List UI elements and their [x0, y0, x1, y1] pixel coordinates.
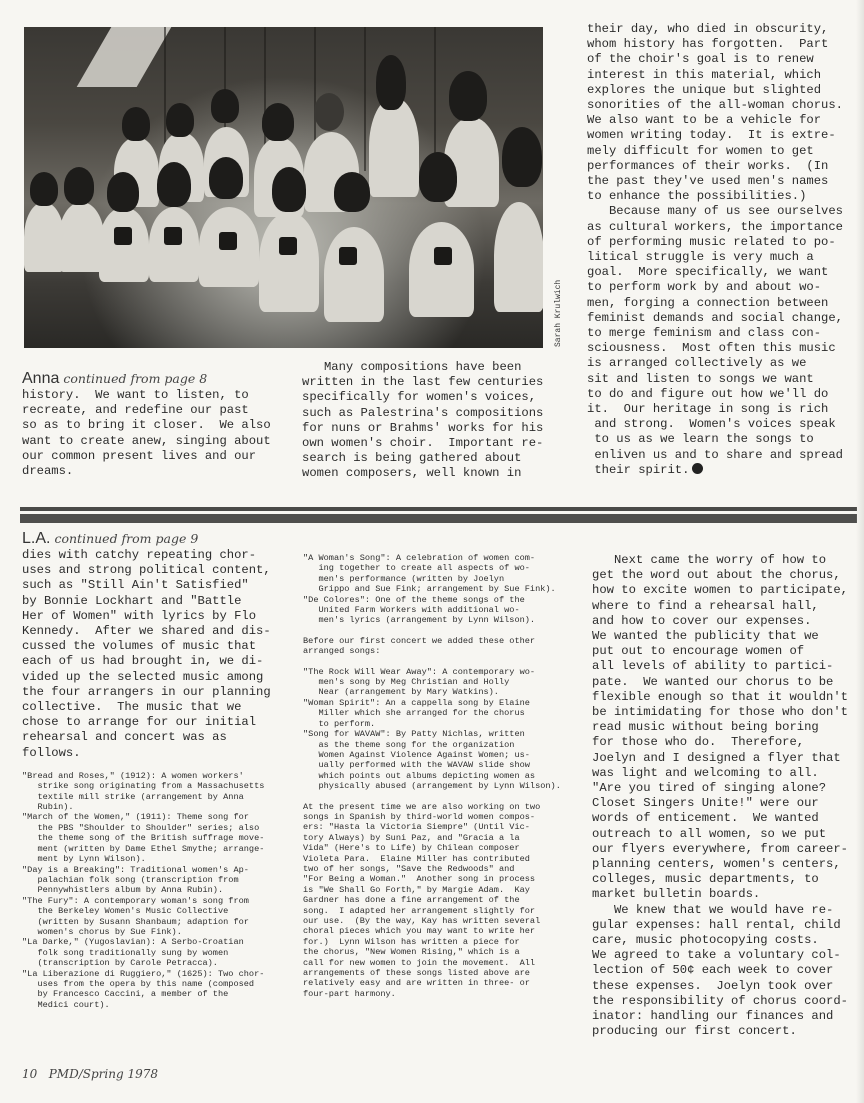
song-entry: "La Liberazione di Ruggiero," (1625): Two chor- uses from the opera by this name (composed by Francesco Caccini, a member of the Medici court). [22, 968, 265, 1010]
singer-head [272, 167, 306, 212]
la-column-3: Next came the worry of how to get the word out about the chorus, how to excite women to participate, where to find a rehearsal hall, and how to cover our expenses. We wanted the publicity that we put out to encourage women of all levels of ability to partici- pate. We wanted our chorus to be flexible enough so that it wouldn't be intimidating for those who don't read music without being boring for those who do. Therefore, Joelyn and I designed a flyer that was light and welcoming to all. "Are you tired of singing alone? Closet Singers Unite!" were our words of enticement. We wanted outreach to all women, so we put our flyers everywhere, from career- planning centers, women's centers, colleges, music departments, to market bulletin boards. We knew that we would have re- gular expenses: hall rental, child care, music photocopying costs. We agreed to take a voluntary col- lection of 50¢ each week to cover these expenses. Joelyn took over the responsibility of chorus coord- inator: handling our finances and producing our first concert. [592, 553, 848, 1039]
photo-wall-plank [434, 27, 436, 171]
spacer [303, 657, 585, 667]
singer-head [449, 71, 487, 121]
la-column-2-stack [303, 553, 585, 999]
shirt-logo [339, 247, 357, 265]
singer-head [166, 103, 194, 137]
la-header [22, 530, 297, 548]
page-number: 10 [22, 1067, 38, 1081]
singer-head [107, 172, 139, 212]
anna-column-3 [587, 22, 843, 478]
anna-column-3-text: their day, who died in obscurity, whom history has forgotten. Part of the choir's goal is to renew interest in this material, which explores the unique but slighted sonorities of the all-woman chorus. We also want to be a vehicle for women writing today. It is extre- mely difficult for women to get performances of their works. (In the past they've used men's names to enhance the possibilities.) Because many of us see ourselves as cultural workers, the importance of performing music related to po- litical struggle is very much a goal. More specifically, we want to perform work by and about wo- men, forging a connection between feminist demands and social change, to merge feminism and class con- sciousness. Most often this music is arranged collectively as we sit and listen to songs we want to do and figure out how we'll do it. Our heritage in song is rich and strong. Women's voices speak to us as we learn the songs to enliven us and to share and spread their spirit. [587, 22, 843, 477]
song-entry: "Bread and Roses," (1912): A women workers' strike song originating from a Massachusetts textile mill strike (arrangement by Anna Rubin). [22, 770, 265, 813]
song-entry: "Day is a Breaking": Traditional women's Ap- palachian folk song (transcription from Pennywhistlers album by Anna Rubin). [22, 864, 249, 896]
anna-column-1-stack [22, 370, 292, 479]
anna-column-2: Many compositions have been written in the last few centuries specifically for women's voices, such as Palestrina's compositions for nuns or Brahms' works for his own women's choir. Important re- search is being gathered about women composers, well known in [302, 360, 544, 481]
anna-column-1: history. We want to listen, to recreate, and redefine our past so as to bring it closer. We also want to create anew, singing about our common present lives and our dreams. [22, 388, 271, 479]
anna-header [22, 370, 292, 388]
singer-shirt [494, 202, 543, 312]
shirt-logo [434, 247, 452, 265]
singer-head [209, 157, 243, 199]
anna-header-name: Anna [22, 370, 60, 387]
singer-head [211, 89, 239, 123]
singer-shirt [59, 202, 104, 272]
singer-shirt [409, 222, 474, 317]
spacer [303, 626, 585, 636]
end-bullet-icon [692, 463, 703, 474]
song-entry: "La Darke," (Yugoslavian): A Serbo-Croatian folk song traditionally sung by women (transcription by Carole Petracca). [22, 937, 244, 969]
singer-head [262, 103, 294, 141]
section-divider-thin [20, 507, 857, 511]
song-entry: "The Fury": A contemporary woman's song from the Berkeley Women's Music Collective (written by Susann Shanbaum; adaption for women's chorus by Sue Fink). [22, 895, 249, 937]
singer-head [30, 172, 58, 206]
singer-head [157, 162, 191, 207]
song-entry: "March of the Women," (1911): Theme song for the PBS "Shoulder to Shoulder" series; also the theme song of the British suffrage move- ment (written by Dame Ethel Smythe; arrange- ment by Lynn Wilson). [22, 812, 265, 865]
singer-head [376, 55, 406, 110]
song-entry: "A Woman's Song": A celebration of women com- ing together to create all aspects of wo- men's performance (written by Joelyn Grippo and Sue Fink; arrangement by Sue Fink). [303, 553, 556, 595]
singer-head [334, 172, 370, 212]
la-continued-link[interactable]: continued from page 9 [54, 531, 199, 546]
song-entry: "Woman Spirit": An a cappella song by Elaine Miller which she arranged for the chorus to perform. [303, 697, 530, 729]
photo-credit: Sarah Krulwich [554, 279, 563, 347]
shirt-logo [279, 237, 297, 255]
section-divider-thick [20, 514, 857, 523]
present-time-text: At the present time we are also working on two songs in Spanish by third-world women compos- ers: "Hasta la Victoria Siempre" (Until Vic- tory Always) by Suni Paz, and "Gracia a la Vida" (Here's to Life) by Chilean composer Violeta Para. Elaine Miller has contributed two of her songs, "Save the Redwoods" and "For Being a Woman." Another song in process is "We Shall Go Forth," by Margie Adam. Kay Gardner has done a fine arrangement of the song. I adapted her arrangement slightly for our use. (By the way, Kay has written several choral pieces which you may want to write her for.) Lynn Wilson has written a piece for the chorus, "New Women Rising," which is a call for new women to join the movement. All arrangements of these songs listed above are relatively easy and are written in three- or four-part harmony. [303, 801, 541, 999]
singer-shirt [324, 227, 384, 322]
shirt-logo [219, 232, 237, 250]
spacer [22, 761, 297, 771]
publication-issue: PMD/Spring 1978 [48, 1067, 158, 1081]
choir-photo [24, 27, 543, 348]
photo-window-light [77, 27, 172, 87]
la-column-1: dies with catchy repeating chor- uses and strong political content, such as "Still Ain't Satisfied" by Bonnie Lockhart and "Battle Her of Women" with lyrics by Flo Kennedy. After we shared and dis- cussed the volumes of music that each of us had brought in, we di- vided up the selected music among the four arrangers in our planning collective. The music that we chose to arrange for our initial rehearsal and concert was as follows. [22, 548, 271, 760]
spacer [303, 792, 585, 802]
photo-wall-plank [364, 27, 366, 171]
la-column-1-stack [22, 530, 297, 1010]
singer-head [64, 167, 94, 205]
singer-head [122, 107, 150, 141]
song-entry: "Song for WAVAW": By Patty Nichlas, written as the theme song for the organization Women Against Violence Against Women; us- ually performed with the WAVAW slide show which points out albums depicting women as physically abused (arrangement by Lynn Wilson). [303, 729, 561, 792]
before-concert-text: Before our first concert we added these other arranged songs: [303, 635, 536, 657]
shirt-logo [164, 227, 182, 245]
song-entry: "De Colores": One of the theme songs of the United Farm Workers with additional wo- men's lyrics (arrangement by Lynn Wilson). [303, 594, 536, 626]
singer-head [502, 127, 542, 187]
singer-shirt [24, 202, 64, 272]
song-entry: "The Rock Will Wear Away": A contemporary wo- men's song by Meg Christian and Holly Near (arrangement by Mary Watkins). [303, 666, 536, 698]
singer-head [314, 93, 344, 131]
anna-continued-link[interactable]: continued from page 8 [63, 371, 208, 386]
photo-credit-box [553, 255, 567, 347]
shirt-logo [114, 227, 132, 245]
singer-shirt [259, 212, 319, 312]
page-edge-shadow [856, 0, 864, 1103]
la-header-name: L.A. [22, 530, 51, 547]
singer-shirt [369, 97, 419, 197]
singer-head [419, 152, 457, 202]
page-footer [22, 1067, 158, 1081]
